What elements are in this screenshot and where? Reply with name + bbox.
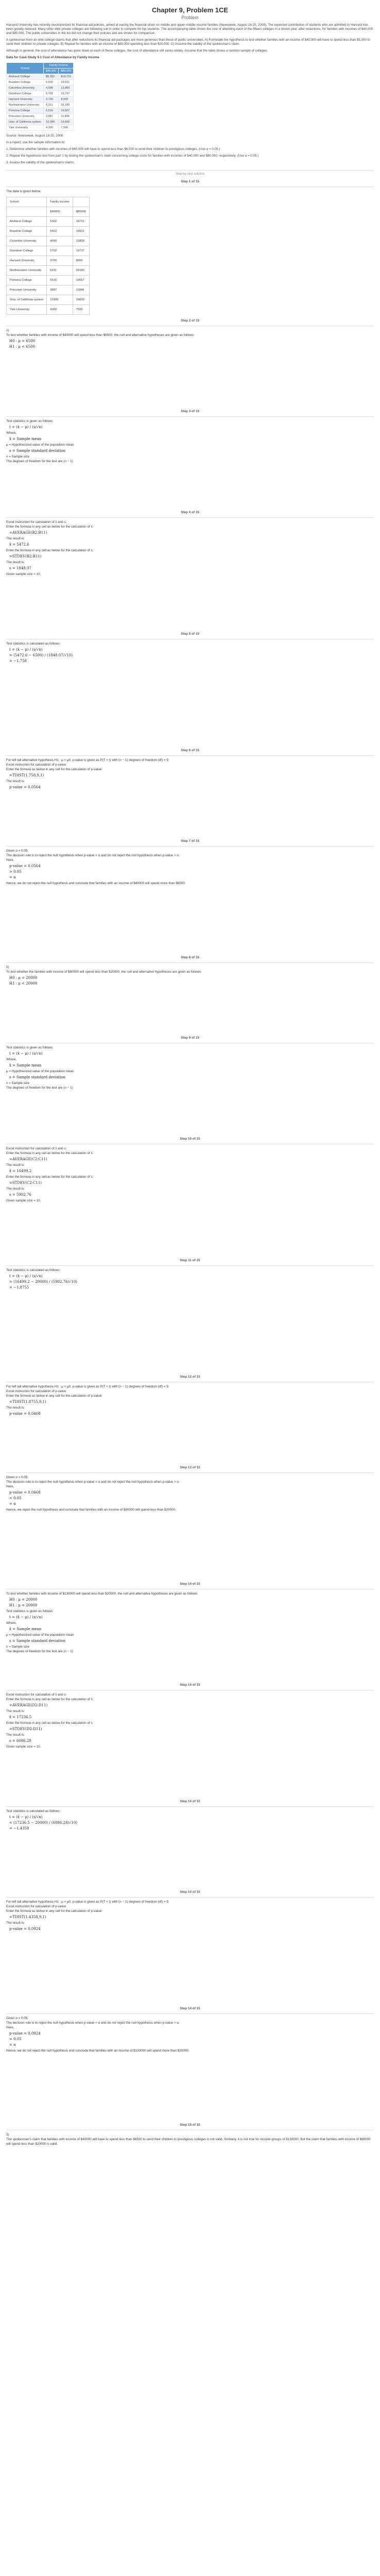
step-formula: =STDEV(D2:D11) (9, 1727, 42, 1731)
step-text: Enter the formula in any cell as below for the calculation of s: (6, 549, 94, 552)
step-text: n = Sample size (6, 455, 29, 459)
step-card (6, 639, 374, 744)
cost-table-row (7, 97, 74, 103)
cost-table-cell: 12,800 (59, 86, 74, 91)
step-table-cell: 3700 (47, 256, 73, 266)
step-label: Step 9 of 15 (181, 1036, 199, 1040)
step-text: n = Sample size (6, 1645, 29, 1649)
step-table-row (7, 276, 90, 285)
task-line: 1. Determine whether families with incomes of $40,000 will have to spend less than $6,500 to send their children to prestigious colleges. (Use α = 0.05.) (6, 147, 220, 151)
step-table-cell: 12800 (73, 236, 89, 246)
step-text: The result is: (6, 1406, 25, 1410)
step-text: Given α = 0.05. (6, 849, 29, 853)
problem-heading: Problem (181, 15, 199, 20)
step-text: Enter the formula in any cell as below for the calculation of x̄: (6, 525, 94, 529)
step-formula: s = Sample standard deviation (9, 449, 66, 453)
step-text: The result is: (6, 1733, 25, 1737)
step-formula: =AVERAGE(C2:C11) (9, 1157, 47, 1161)
step-table-head (7, 207, 90, 217)
solution-steps (6, 180, 374, 2210)
cost-table-row (7, 103, 74, 108)
step-text: Enter the formula in any cell as below for the calculation of s: (6, 1721, 94, 1725)
source-line: Source: Newsweek, August 18-25, 2008. (6, 134, 64, 138)
step-table-cell: Pomona College (7, 276, 47, 285)
problem-statement (6, 23, 374, 165)
cost-table-cell: 5,702 (44, 91, 59, 97)
step-text: The result is: (6, 1709, 25, 1713)
cost-table-cell: 19,737 (59, 91, 74, 97)
step-text: Enter the formula as below in any cell for the calculation of p-value: (6, 1394, 102, 1398)
step-formula: x̄ = 5472.6 (9, 543, 29, 547)
step-table-header (73, 197, 89, 207)
step-table-cell: 5516 (47, 276, 73, 285)
step-label: Step 4 of 15 (181, 511, 199, 514)
cost-table-row (7, 91, 74, 97)
step-text: Excel instruction for calculation of p-value: (6, 763, 67, 767)
task-list (6, 141, 374, 165)
step-card (6, 1589, 374, 1679)
step-formula: = (5472.6 − 6500) / (1848.07/√10) (9, 653, 73, 657)
step-text: μ = Hypothesized value of the population mean (6, 443, 74, 447)
step-label: Step 14 of 15 (180, 2007, 200, 2010)
step-text: Test statistics is calculated as follows: (6, 1809, 60, 1813)
step-label: Step 10 of 15 (180, 1137, 200, 1141)
step-table-cell: 26180 (73, 266, 89, 276)
step-formula: t = (x̄ − μ) / (s/√n) (9, 1815, 43, 1819)
step-text: Enter the formula in any cell as below for the calculation of s: (6, 1175, 94, 1179)
step-table-cell: Yale University (7, 305, 47, 315)
step-formula: = −1.758 (9, 659, 27, 663)
step-formula: s = 6086.28 (9, 1739, 31, 1743)
step-text: Excel instruction for calculation of p-value: (6, 1905, 67, 1908)
cost-table-cell: $19,731 (59, 74, 74, 80)
step-table-head (7, 197, 90, 207)
step-formula: H1 : μ < 20000 (9, 1603, 38, 1607)
step-table-row (7, 266, 90, 276)
step-text: μ = Hypothesized value of the population mean (6, 1070, 74, 1073)
step-text: For left tail alternative hypothesis H1 : μ < μ0, p-value is given as P(T < t) with (n − 1) degrees of freedom (df) = 9. (6, 1900, 169, 1904)
step-table-header: $40000 (47, 207, 73, 217)
step-card (6, 1265, 374, 1371)
step-text: The result is: (6, 1163, 25, 1167)
step-text: The degrees of freedom for the test are (n − 1) (6, 460, 73, 463)
step-text: To test whether families with income of $130000 will spend less than $20000, the null and alternative hypotheses are given as follows: (6, 1592, 198, 1596)
step-text: Excel instruction for calculation of p-value: (6, 1389, 67, 1393)
step-text: Test statistics is calculated as follows: (6, 1268, 60, 1272)
step-card (6, 1382, 374, 1462)
step-formula: x̄ = Sample mean (9, 437, 42, 441)
step-card (6, 326, 374, 405)
problem-paragraph: Although in general, the cost of attendance has gone down at each of these colleges, the cost of attendance still varies widely. Assume that the table shows a random sample of colleges. (6, 49, 268, 53)
cost-table-cell: 4,300 (44, 125, 59, 131)
step-table-cell: Davidson College (7, 246, 47, 256)
cost-table-cell: 4,500 (44, 86, 59, 91)
step-card (6, 416, 374, 506)
step-formula: = α (9, 875, 16, 879)
cost-table-row (7, 74, 74, 80)
solution-divider: Step-by-step solution (6, 170, 374, 176)
cost-table-row (7, 86, 74, 91)
step-formula: p-value = 0.0564 (9, 785, 41, 789)
step-table-cell: 5502 (47, 227, 73, 236)
step-text: n = Sample size (6, 1081, 29, 1085)
step-label: Step 12 of 15 (180, 1375, 200, 1379)
task-line: 2. Repeat the hypothesis test from part 1 by testing the spokesman's claim concerning college costs for families with incomes of $40,000 and $80,000, respectively. (Use α = 0.05.) (6, 154, 259, 158)
step-formula: > 0.05 (9, 870, 22, 874)
step-formula: x̄ = 16499.2 (9, 1169, 32, 1173)
step-text: Given sample size = 10. (6, 1199, 41, 1202)
step-text: Test statistics is given as follows: (6, 1609, 54, 1613)
step-label: Step 14 of 15 (180, 1800, 200, 1803)
cost-table-cell: Yale University (7, 125, 44, 131)
step-formula: s = Sample standard deviation (9, 1075, 66, 1079)
cost-table-cell: 19,931 (59, 80, 74, 86)
step-text: Enter the formula as below in any cell for the calculation of p-value: (6, 768, 102, 771)
step-table-row (7, 295, 90, 305)
step-card (6, 2130, 374, 2210)
step-table-row (7, 285, 90, 295)
step-table-cell: 11846 (73, 285, 89, 295)
step-table-header: $80000 (73, 207, 89, 217)
step-table-cell: 8000 (73, 256, 89, 266)
step-text: Here, (6, 2026, 14, 2029)
step-text: μ = Hypothesized value of the population mean (6, 1633, 74, 1637)
step-table-cell: 10306 (47, 295, 73, 305)
step-formula: < 0.05 (9, 1496, 22, 1500)
step-table-cell: 19731 (73, 217, 89, 227)
task-line: 3. Assess the validity of the spokesman's claims. (6, 161, 75, 164)
step-card (6, 1043, 374, 1133)
step-label: Step 15 of 15 (180, 2123, 200, 2127)
step-table-cell: 19737 (73, 246, 89, 256)
cost-table-cell: 5,502 (44, 80, 59, 86)
step-table-cell: Harvard University (7, 256, 47, 266)
step-text: The decision rule is to reject the null hypothesis when p-value < α and do not reject the null hypothesis when p-value > α. (6, 1480, 180, 1484)
step-text: The degrees of freedom for the test are (n − 1) (6, 1650, 73, 1653)
step-formula: t = (x̄ − μ) / (s/√n) (9, 1052, 43, 1056)
step-card (6, 755, 374, 835)
table-caption: Data for Case Study 9.1 Cost of Attendance by Family Income (6, 56, 99, 59)
cost-table-cell: Pomona College (7, 108, 44, 114)
step-text: Test statistics is given as follows: (6, 419, 54, 423)
step-formula: =STDEV(B2:B11) (9, 554, 42, 558)
cost-table-row (7, 108, 74, 114)
step-text: The degrees of freedom for the test are (n − 1) (6, 1086, 73, 1090)
cost-table-cell: 3,887 (44, 114, 59, 120)
step-text: The decision rule is to reject the null hypothesis when p-value < α and do not reject the null hypothesis when p-value > α. (6, 854, 180, 857)
step-card (6, 1806, 374, 1886)
step-table-cell: Amherst College (7, 217, 47, 227)
cost-table-cell: $5,302 (44, 74, 59, 80)
step-formula: = −1.8755 (9, 1285, 29, 1290)
cost-table-cell: 7,500 (59, 125, 74, 131)
step-formula: = −1.4358 (9, 1826, 29, 1831)
cost-table-cell: Davidson College (7, 91, 44, 97)
step-formula: =AVERAGE(B2:B11) (9, 531, 47, 535)
step-formula: t = (x̄ − μ) / (s/√n) (9, 1274, 43, 1278)
step-text: Test statistics is calculated as follows: (6, 642, 60, 646)
step-table-cell: 7500 (73, 305, 89, 315)
cost-table-cell: 19,667 (59, 108, 74, 114)
step-formula: t = (x̄ − μ) / (s/√n) (9, 425, 43, 429)
step-text: Given sample size = 10. (6, 1745, 41, 1749)
step-text: To test whether families with income of $40000 will spend less than $6500, the null and alternative hypotheses are given as follows: (6, 333, 195, 337)
cost-table-header: School (7, 63, 44, 74)
step-formula: =STDEV(C2:C11) (9, 1181, 42, 1185)
step-label: Step 14 of 15 (180, 1582, 200, 1586)
cost-table-cell: 6,311 (44, 103, 59, 108)
cost-table-cell: Amherst College (7, 74, 44, 80)
step-formula: H0 : μ = 6500 (9, 339, 36, 343)
step-table-cell: Bowdoin College (7, 227, 47, 236)
step-text: Excel instruction for calculation of x̄ and s: (6, 1147, 67, 1150)
step-text: 3) (6, 2133, 9, 2137)
step-text: Given sample size = 10. (6, 572, 41, 576)
step-text: Given α = 0.05. (6, 2016, 29, 2020)
step-formula: x̄ = Sample mean (9, 1627, 42, 1631)
step-text: The result is: (6, 1921, 25, 1925)
step-text: The result is: (6, 779, 25, 783)
step-formula: H0 : μ = 20000 (9, 1598, 38, 1602)
step-label: Step 3 of 15 (181, 410, 199, 413)
step-data-table (6, 197, 90, 315)
step-text: Where, (6, 431, 17, 435)
step-table-row (7, 227, 90, 236)
step-formula: p-value = 0.0468 (9, 1412, 41, 1416)
step-formula: =TDIST(1.4358,9,1) (9, 1915, 46, 1919)
step-formula: > 0.05 (9, 2037, 22, 2041)
step-formula: = α (9, 2043, 16, 2047)
step-table-cell: 5702 (47, 246, 73, 256)
step-formula: = α (9, 1502, 16, 1506)
step-table-cell: 3887 (47, 285, 73, 295)
cost-table-header: $40,000 (44, 69, 59, 74)
cost-table-cell: Univ. of California system (7, 120, 44, 125)
cost-table-cell: 11,846 (59, 114, 74, 120)
page-title: Chapter 9, Problem 1CE (151, 6, 229, 14)
step-text: Here, (6, 1485, 14, 1488)
step-table-row (7, 256, 90, 266)
step-text: The result is: (6, 1187, 25, 1191)
step-formula: p-value = 0.0468 (9, 1490, 41, 1495)
step-text: Here, (6, 858, 14, 862)
cost-table-cell: 26,180 (59, 103, 74, 108)
step-card (6, 517, 374, 628)
step-text: Where, (6, 1058, 17, 1061)
step-table-cell: Northwestern University (7, 266, 47, 276)
step-text: 1) (6, 329, 9, 332)
step-label: Step 11 of 15 (180, 1259, 200, 1262)
step-formula: H0 : μ = 20000 (9, 976, 38, 980)
step-formula: x̄ = 17236.5 (9, 1715, 32, 1719)
step-label: Step 1 of 15 (181, 180, 199, 183)
step-label: Step 14 of 15 (180, 1890, 200, 1894)
step-card (6, 187, 374, 315)
step-formula: =TDIST(1.758,9,1) (9, 773, 44, 777)
cost-table-cell: Bowdoin College (7, 80, 44, 86)
step-formula: H1 : μ < 6500 (9, 345, 36, 349)
step-text: The data is given below: (6, 190, 41, 193)
step-text: Enter the formula in any cell as below for the calculation of x̄: (6, 1151, 94, 1155)
step-formula: =AVERAGE(D2:D11) (9, 1703, 48, 1707)
step-label: Step 6 of 15 (181, 749, 199, 752)
step-text: Where, (6, 1621, 17, 1625)
step-text: Hence, we do not reject the null hypothesis and conclude that families with an income of $130000 will spend more than $20000. (6, 2049, 189, 2053)
step-text: The result is: (6, 537, 25, 540)
cost-table-cell: Columbia University (7, 86, 44, 91)
step-table-cell: Columbia University (7, 236, 47, 246)
step-text: Hence, we do not reject the null hypothesis and conclude that families with an income of $40000 will spend more than $6500. (6, 882, 186, 885)
step-table-cell: 19931 (73, 227, 89, 236)
problem-paragraph: A spokesman from an elite college claims that after reductions its financial aid packages are more generous than those of public universities. A) Formulate the hypothesis to test whether families with an income of $40,000 will have to spend less than $5,000 to send their children to private colleges. B) Repeat for families with an income of $80,000 spending less than $20,000. C) Assume the validity of the spokesman's claim. (6, 38, 370, 46)
cost-table-cell: 3,700 (44, 97, 59, 103)
step-card (6, 1144, 374, 1255)
step-label: Step 7 of 15 (181, 839, 199, 843)
step-label: Step 2 of 15 (181, 319, 199, 323)
step-table-cell: 6311 (47, 266, 73, 276)
cost-table-cell: 10,306 (44, 120, 59, 125)
cost-table-row (7, 114, 74, 120)
step-text: To test whether the families with income of $80000 will spend less than $20000, the null and alternative hypotheses are given as follows: (6, 970, 202, 974)
step-text: Enter the formula as below in any cell for the calculation of p-value: (6, 1909, 102, 1913)
step-text: The decision rule is to reject the null hypothesis when p-value < α and do not reject the null hypothesis when p-value > α. (6, 2021, 180, 2025)
step-table-cell: Princeton University (7, 285, 47, 295)
cost-table-row (7, 120, 74, 125)
step-text: The spokesman's claim that families with income of $40000 will have to spend less than $6500 to send their children to prestigious colleges is not valid. Similarly, it is not true for income groups of $130000. But the claim that families with income of $80000 will spend less than $20000 is valid. (6, 2138, 371, 2146)
step-table-header (7, 207, 47, 217)
step-table-cell: 19600 (73, 295, 89, 305)
cost-table-cell: 19,600 (59, 120, 74, 125)
step-formula: s = 1848.07 (9, 566, 31, 570)
step-table-row (7, 246, 90, 256)
problem-paragraph: Harvard University has recently revolutionized its financial aid policies, aimed at easing the financial strain on middle and upper-middle income families (Newsweek, August 18-25, 2008). The expected contribution of students who are admitted to Harvard has been greatly reduced. Many other elite private colleges are following suit in order to compete for top students. The accompanying table shows the cost of attending each of the fifteen colleges in a recent year, after reductions, for families with incomes of $40,000 and $80,000. The public universities in the list did not change their policies and are shown for comparison. (6, 23, 373, 35)
step-text: Excel instruction for calculation of x̄ and s: (6, 520, 67, 524)
step-formula: = (17236.5 − 20000) / (6086.28/√10) (9, 1821, 78, 1825)
step-card (6, 1690, 374, 1795)
step-formula: H1 : μ < 20000 (9, 981, 38, 986)
step-table-cell: 19667 (73, 276, 89, 285)
step-formula: x̄ = Sample mean (9, 1063, 42, 1067)
step-text: Test statistics is given as follows: (6, 1046, 54, 1049)
step-table-cell: 4300 (47, 305, 73, 315)
step-label: Step 5 of 15 (181, 632, 199, 636)
cost-table-cell: Harvard University (7, 97, 44, 103)
step-table-cell: 5302 (47, 217, 73, 227)
step-text: Excel instruction for calculation of x̄ and s: (6, 1693, 67, 1697)
step-formula: t = (x̄ − μ) / (s/√n) (9, 1615, 43, 1619)
cost-table-row (7, 125, 74, 131)
step-formula: =TDIST(1.8755,9,1) (9, 1400, 46, 1404)
step-table-header: Family income (47, 197, 73, 207)
cost-table-header: $80,000 (59, 69, 74, 74)
step-card (6, 962, 374, 1032)
step-table-header: School (7, 197, 47, 207)
step-formula: p-value = 0.0564 (9, 864, 41, 868)
step-formula: p-value = 0.0924 (9, 2031, 41, 2036)
cost-table-row (7, 80, 74, 86)
step-table-cell: Univ. of California system (7, 295, 47, 305)
step-formula: p-value = 0.0924 (9, 1927, 41, 1931)
cost-table-cell: Northwestern University (7, 103, 44, 108)
step-formula: s = 5902.76 (9, 1193, 31, 1197)
step-table-row (7, 217, 90, 227)
step-text: The result is: (6, 561, 25, 564)
step-label: Step 8 of 15 (181, 956, 199, 959)
step-text: 2) (6, 965, 9, 969)
cost-table-header: Family Income (44, 63, 74, 69)
step-formula: s = Sample standard deviation (9, 1639, 66, 1643)
step-formula: t = (x̄ − μ) / (s/√n) (9, 648, 43, 652)
step-text: Enter the formula in any cell as below for the calculation of x̄: (6, 1698, 94, 1701)
step-table-row (7, 236, 90, 246)
cost-table-cell: 5,516 (44, 108, 59, 114)
step-label: Step 14 of 15 (180, 1683, 200, 1687)
step-card (6, 2013, 374, 2119)
step-table-cell: 4500 (47, 236, 73, 246)
step-text: For left tail alternative hypothesis H1 : μ < μ0, p-value is given as P(T < t) with (n − 1) degrees of freedom (df) = 9. (6, 758, 169, 762)
cost-table-cell: 8,000 (59, 97, 74, 103)
step-card (6, 846, 374, 952)
step-card (6, 1897, 374, 2003)
cost-table (6, 62, 74, 131)
step-table-row (7, 305, 90, 315)
step-card (6, 1472, 374, 1578)
cost-table-cell: Princeton University (7, 114, 44, 120)
step-text: For left tail alternative hypothesis H1 : μ < μ0, p-value is given as P(T < t) with (n − 1) degrees of freedom (df) = 9. (6, 1385, 169, 1388)
step-text: Given α = 0.05. (6, 1476, 29, 1479)
step-formula: = (16499.2 − 20000) / (5902.76/√10) (9, 1280, 78, 1284)
step-label: Step 13 of 15 (180, 1466, 200, 1469)
step-text: Hence, we reject the null hypothesis and conclude that families with an income of $80000 will spend less than $20000. (6, 1508, 176, 1512)
task-line: In a report, use the sample information to: (6, 141, 65, 144)
